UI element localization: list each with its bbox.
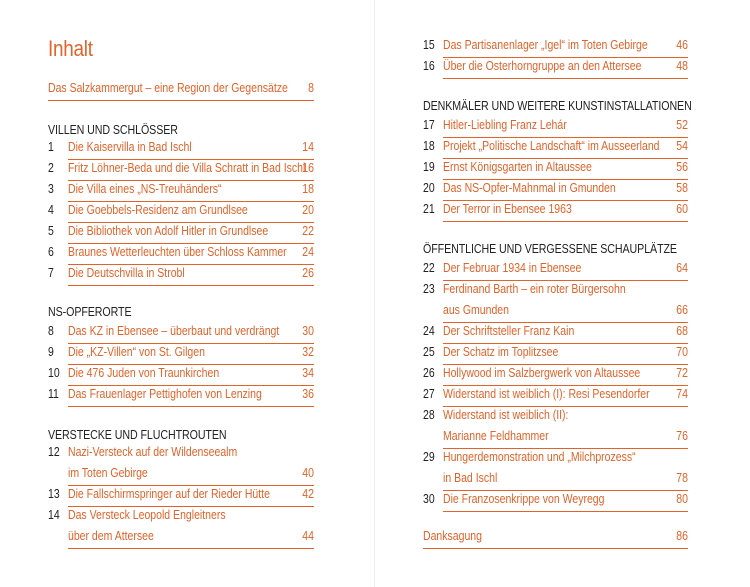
toc-row-continued[interactable] (423, 471, 688, 491)
toc-entry[interactable] (68, 529, 314, 549)
toc-row[interactable] (48, 140, 314, 160)
toc-page-number: 22 (302, 224, 314, 238)
toc-row[interactable] (423, 324, 688, 344)
toc-row[interactable] (423, 139, 688, 159)
toc-number: 23 (423, 282, 435, 296)
toc-entry-title: Das NS-Opfer-Mahnmal in Gmunden (443, 181, 616, 195)
toc-number: 27 (423, 387, 435, 401)
toc-page-number: 30 (302, 324, 314, 338)
toc-entry[interactable] (443, 324, 688, 344)
toc-entry[interactable] (443, 160, 688, 180)
toc-number: 25 (423, 345, 435, 359)
toc-entry[interactable] (68, 266, 314, 286)
toc-number: 9 (48, 345, 54, 359)
toc-row[interactable] (48, 366, 314, 386)
toc-entry-title: Der Terror in Ebensee 1963 (443, 202, 572, 216)
toc-entry[interactable] (443, 261, 688, 281)
toc-row-continued[interactable] (423, 429, 688, 449)
toc-entry-title: Die Goebbels-Residenz am Grundlsee (68, 203, 248, 217)
section-heading-villen: VILLEN UND SCHLÖSSER (48, 122, 178, 137)
toc-row[interactable] (423, 408, 688, 428)
section-heading-denkmaeler: DENKMÄLER UND WEITERE KUNSTINSTALLATIONEN (423, 98, 692, 113)
toc-row[interactable] (48, 387, 314, 407)
toc-page-number: 36 (302, 387, 314, 401)
toc-row[interactable] (48, 345, 314, 365)
toc-entry[interactable] (443, 492, 688, 512)
toc-entry[interactable] (68, 161, 314, 181)
toc-number: 15 (423, 38, 435, 52)
toc-row[interactable] (48, 245, 314, 265)
toc-number: 4 (48, 203, 54, 217)
section-heading-verstecke: VERSTECKE UND FLUCHTROUTEN (48, 427, 227, 442)
toc-entry-line[interactable] (443, 408, 688, 428)
toc-page-number: 54 (676, 139, 688, 153)
toc-entry-title: Der Schriftsteller Franz Kain (443, 324, 575, 338)
toc-number: 29 (423, 450, 435, 464)
toc-entry[interactable] (443, 202, 688, 222)
toc-page-number: 74 (676, 387, 688, 401)
toc-number: 6 (48, 245, 54, 259)
toc-number: 28 (423, 408, 435, 422)
toc-entry-title: Hitler-Liebling Franz Lehár (443, 118, 567, 132)
toc-entry[interactable] (68, 466, 314, 486)
toc-row[interactable] (48, 445, 314, 465)
toc-row[interactable] (423, 261, 688, 281)
toc-entry[interactable] (443, 366, 688, 386)
toc-row[interactable] (423, 181, 688, 201)
toc-row[interactable] (423, 345, 688, 365)
toc-closing-entry[interactable] (423, 529, 688, 549)
toc-entry-title: Projekt „Politische Landschaft“ im Ausseerland (443, 139, 660, 153)
toc-page-number: 72 (676, 366, 688, 380)
toc-number: 22 (423, 261, 435, 275)
toc-page-number: 24 (302, 245, 314, 259)
toc-number: 5 (48, 224, 54, 238)
toc-entry-title: Die Villa eines „NS-Treuhänders“ (68, 182, 222, 196)
toc-entry-title: Über die Osterhorngruppe an den Attersee (443, 59, 642, 73)
toc-number: 13 (48, 487, 60, 501)
toc-title: Inhalt (48, 36, 93, 61)
toc-row[interactable] (423, 492, 688, 512)
toc-entry[interactable] (68, 387, 314, 407)
toc-entry-title: Widerstand ist weiblich (I): Resi Pesendorfer (443, 387, 650, 401)
toc-number: 18 (423, 139, 435, 153)
toc-entry-title: Das KZ in Ebensee – überbaut und verdrängt (68, 324, 280, 338)
toc-entry-title: Ernst Königsgarten in Altaussee (443, 160, 592, 174)
toc-page-number: 60 (676, 202, 688, 216)
toc-entry-line[interactable] (68, 508, 314, 528)
toc-number: 14 (48, 508, 60, 522)
toc-row-continued[interactable] (423, 303, 688, 323)
toc-entry[interactable] (68, 345, 314, 365)
toc-row-continued[interactable] (48, 466, 314, 486)
toc-entry[interactable] (443, 429, 688, 449)
toc-intro-title: Das Salzkammergut – eine Region der Gegensätze (48, 81, 288, 95)
toc-page-number: 26 (302, 266, 314, 280)
toc-entry[interactable] (443, 118, 688, 138)
toc-row[interactable] (423, 202, 688, 222)
toc-page-number: 58 (676, 181, 688, 195)
toc-entry-line[interactable] (443, 450, 688, 470)
toc-row[interactable] (423, 282, 688, 302)
toc-entry[interactable] (68, 224, 314, 244)
toc-entry-title: Braunes Wetterleuchten über Schloss Kammer (68, 245, 287, 259)
toc-row[interactable] (423, 118, 688, 138)
toc-row[interactable] (423, 59, 688, 79)
toc-number: 1 (48, 140, 54, 154)
toc-entry-title-continued: über dem Attersee (68, 529, 154, 543)
toc-number: 20 (423, 181, 435, 195)
toc-entry-title: Das Versteck Leopold Engleitners (68, 508, 226, 522)
toc-entry-title: Widerstand ist weiblich (II): (443, 408, 569, 422)
toc-page-number: 56 (676, 160, 688, 174)
toc-entry-line[interactable] (443, 282, 688, 302)
toc-row[interactable] (423, 38, 688, 58)
toc-number: 17 (423, 118, 435, 132)
toc-entry-title-continued: aus Gmunden (443, 303, 509, 317)
toc-number: 30 (423, 492, 435, 506)
toc-entry[interactable] (68, 366, 314, 386)
toc-page-number: 18 (302, 182, 314, 196)
toc-entry[interactable] (443, 139, 688, 159)
toc-row[interactable] (48, 224, 314, 244)
toc-number: 11 (48, 387, 59, 401)
toc-row[interactable] (423, 387, 688, 407)
toc-entry[interactable] (443, 38, 688, 58)
toc-row[interactable] (423, 366, 688, 386)
toc-row[interactable] (423, 450, 688, 470)
toc-entry-title: Der Schatz im Toplitzsee (443, 345, 559, 359)
toc-row-continued[interactable] (48, 529, 314, 549)
toc-page-number: 46 (676, 38, 688, 52)
toc-entry-title: Die Bibliothek von Adolf Hitler in Grundlsee (68, 224, 269, 238)
toc-entry-title: Die „KZ-Villen“ von St. Gilgen (68, 345, 205, 359)
toc-entry[interactable] (68, 487, 314, 507)
toc-entry-title: Das Frauenlager Pettighofen von Lenzing (68, 387, 262, 401)
toc-row[interactable] (48, 182, 314, 202)
toc-entry-title: Nazi-Versteck auf der Wildenseealm (68, 445, 238, 459)
toc-number: 12 (48, 445, 60, 459)
toc-row[interactable] (48, 161, 314, 181)
toc-entry[interactable] (68, 245, 314, 265)
toc-closing-title: Danksagung (423, 529, 482, 543)
toc-page-number: 14 (302, 140, 314, 154)
toc-row[interactable] (48, 203, 314, 223)
toc-page-number: 48 (676, 59, 688, 73)
toc-entry-title: Hungerdemonstration und „Milchprozess“ (443, 450, 636, 464)
toc-entry-title: Die Franzosenkrippe von Weyregg (443, 492, 605, 506)
toc-intro-page: 8 (308, 81, 314, 95)
toc-page-number: 80 (676, 492, 688, 506)
toc-entry-title: Das Partisanenlager „Igel“ im Toten Gebirge (443, 38, 648, 52)
toc-entry[interactable] (68, 203, 314, 223)
toc-page-number: 34 (302, 366, 314, 380)
toc-entry-title: Die Kaiservilla in Bad Ischl (68, 140, 192, 154)
toc-entry-title: Hollywood im Salzbergwerk von Altaussee (443, 366, 641, 380)
toc-entry-title-continued: Marianne Feldhammer (443, 429, 549, 443)
toc-entry-title: Der Februar 1934 in Ebensee (443, 261, 582, 275)
toc-entry[interactable] (443, 181, 688, 201)
right-page (375, 0, 750, 587)
toc-page-number: 20 (302, 203, 314, 217)
toc-number: 7 (48, 266, 54, 280)
toc-row[interactable] (48, 324, 314, 344)
toc-number: 24 (423, 324, 435, 338)
toc-intro-entry[interactable] (48, 81, 314, 101)
toc-number: 26 (423, 366, 435, 380)
toc-entry[interactable] (443, 59, 688, 79)
toc-number: 19 (423, 160, 435, 174)
toc-entry[interactable] (68, 140, 314, 160)
toc-intro-row[interactable] (48, 81, 314, 101)
toc-number: 8 (48, 324, 54, 338)
toc-page-number: 42 (302, 487, 314, 501)
toc-entry-title: Ferdinand Barth – ein roter Bürgersohn (443, 282, 626, 296)
toc-entry[interactable] (68, 324, 314, 344)
toc-row[interactable] (48, 508, 314, 528)
toc-page-number: 66 (676, 303, 688, 317)
toc-row[interactable] (48, 266, 314, 286)
toc-entry-title: Die Deutschvilla in Strobl (68, 266, 185, 280)
toc-closing-row[interactable] (423, 529, 688, 549)
toc-entry-title: Die 476 Juden von Traunkirchen (68, 366, 220, 380)
toc-number: 2 (48, 161, 54, 175)
toc-entry-title: Fritz Löhner-Beda und die Villa Schratt in Bad Ischl (68, 161, 306, 175)
toc-page-number: 76 (676, 429, 688, 443)
toc-number: 16 (423, 59, 435, 73)
toc-page-number: 78 (676, 471, 688, 485)
toc-entry-title: Die Fallschirmspringer auf der Rieder Hütte (68, 487, 270, 501)
toc-entry-title-continued: im Toten Gebirge (68, 466, 148, 480)
toc-page-number: 64 (676, 261, 688, 275)
toc-entry[interactable] (443, 387, 688, 407)
toc-page-number: 44 (302, 529, 314, 543)
toc-number: 21 (423, 202, 435, 216)
section-heading-schauplaetze: ÖFFENTLICHE UND VERGESSENE SCHAUPLÄTZE (423, 241, 677, 256)
toc-entry[interactable] (68, 182, 314, 202)
toc-number: 3 (48, 182, 54, 196)
toc-page-number: 70 (676, 345, 688, 359)
toc-number: 10 (48, 366, 60, 380)
toc-page-number: 16 (302, 161, 314, 175)
toc-entry[interactable] (443, 471, 688, 491)
toc-closing-page: 86 (676, 529, 688, 543)
toc-row[interactable] (48, 487, 314, 507)
toc-entry[interactable] (443, 345, 688, 365)
toc-page-number: 40 (302, 466, 314, 480)
toc-page-number: 52 (676, 118, 688, 132)
section-heading-ns-opferorte: NS-OPFERORTE (48, 304, 132, 319)
toc-page-number: 32 (302, 345, 314, 359)
toc-entry-title-continued: in Bad Ischl (443, 471, 498, 485)
toc-entry[interactable] (443, 303, 688, 323)
toc-page-number: 68 (676, 324, 688, 338)
toc-row[interactable] (423, 160, 688, 180)
toc-entry-line[interactable] (68, 445, 314, 465)
